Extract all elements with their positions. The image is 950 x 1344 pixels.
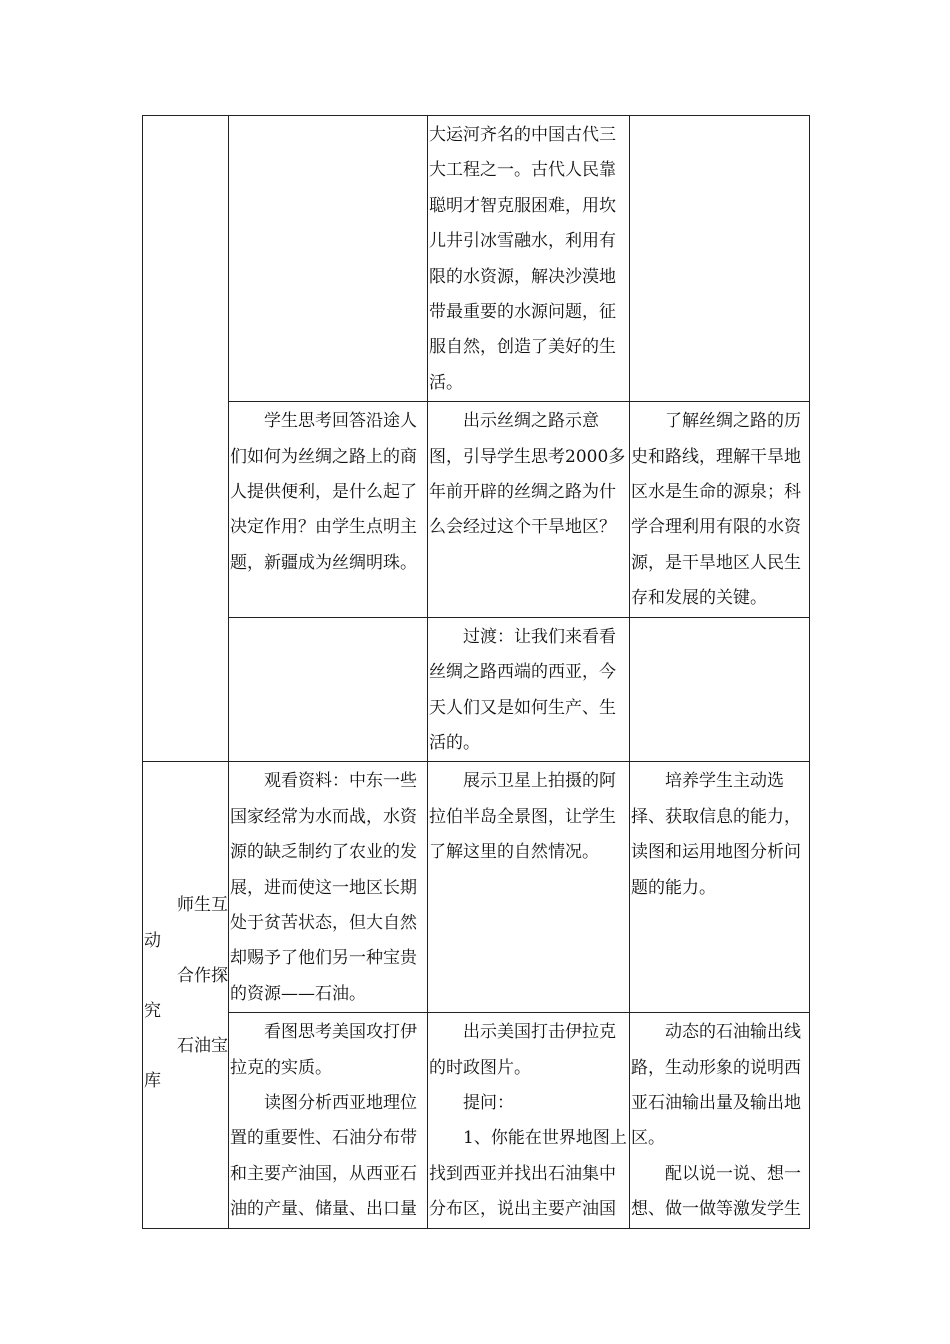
design-intent-cell bbox=[630, 402, 810, 617]
section-label-line: 库 bbox=[144, 1071, 161, 1092]
student-activity-cell bbox=[229, 1013, 428, 1228]
design-intent-cell bbox=[630, 116, 810, 402]
cell-paragraph: 过渡：让我们来看看丝绸之路西端的西亚，今天人们又是如何生产、生活的。 bbox=[429, 626, 616, 753]
cell-paragraph: 读图分析西亚地理位置的重要性、石油分布带和主要产油国，从西亚石油的产量、储量、出口量 bbox=[230, 1092, 417, 1220]
table-row bbox=[143, 116, 810, 402]
cell-paragraph: 展示卫星上拍摄的阿拉伯半岛全景图，让学生了解这里的自然情况。 bbox=[429, 771, 616, 863]
student-activity-cell bbox=[229, 402, 428, 617]
lesson-plan-table bbox=[142, 115, 810, 1229]
cell-paragraph: 观看资料：中东一些国家经常为水而战，水资源的缺乏制约了农业的发展，进而使这一地区长期处于贫苦状态，但大自然却赐予了他们另一种宝贵的资源——石油。 bbox=[230, 771, 417, 1004]
table-row bbox=[143, 402, 810, 617]
section-label-line: 究 bbox=[144, 1001, 161, 1022]
student-activity-cell bbox=[229, 762, 428, 1013]
cell-paragraph: 了解丝绸之路的历史和路线，理解干旱地区水是生命的源泉；科学合理利用有限的水资源，是干旱地区人民生存和发展的关键。 bbox=[631, 411, 801, 609]
section-label-line: 师生互 bbox=[177, 895, 228, 916]
cell-paragraph: 1、你能在世界地图上找到西亚并找出石油集中分布区，说出主要产油国 bbox=[429, 1128, 627, 1220]
design-intent-cell bbox=[630, 762, 810, 1013]
cell-paragraph: 出示美国打击伊拉克的时政图片。 bbox=[429, 1022, 616, 1078]
design-intent-cell bbox=[630, 617, 810, 762]
cell-paragraph: 学生思考回答沿途人们如何为丝绸之路上的商人提供便利，是什么起了决定作用？由学生点明主题，新疆成为丝绸明珠。 bbox=[230, 411, 417, 573]
design-intent-cell bbox=[630, 1013, 810, 1228]
cell-paragraph: 配以说一说、想一想、做一做等激发学生 bbox=[631, 1163, 801, 1220]
section-cell-empty bbox=[143, 116, 229, 762]
cell-paragraph: 动态的石油输出线路，生动形象的说明西亚石油输出量及输出地区。 bbox=[631, 1022, 801, 1149]
cell-paragraph: 看图思考美国攻打伊拉克的实质。 bbox=[230, 1022, 417, 1078]
teacher-activity-cell bbox=[428, 617, 630, 762]
table-row bbox=[143, 617, 810, 762]
cell-paragraph: 出示丝绸之路示意图，引导学生思考2000多年前开辟的丝绸之路为什么会经过这个干旱地区？ bbox=[429, 411, 626, 538]
teacher-activity-cell bbox=[428, 1013, 630, 1228]
table-row bbox=[143, 762, 810, 1013]
section-label-line: 合作探 bbox=[177, 966, 228, 987]
cell-paragraph: 提问： bbox=[463, 1092, 514, 1113]
section-label-cell bbox=[143, 762, 229, 1228]
teacher-activity-cell bbox=[428, 762, 630, 1013]
student-activity-cell bbox=[229, 617, 428, 762]
section-label-line: 动 bbox=[144, 931, 161, 952]
teacher-activity-cell bbox=[428, 116, 630, 402]
cell-paragraph: 培养学生主动选择、获取信息的能力，读图和运用地图分析问题的能力。 bbox=[631, 771, 801, 898]
table-row bbox=[143, 1013, 810, 1228]
student-activity-cell bbox=[229, 116, 428, 402]
teacher-activity-cell bbox=[428, 402, 630, 617]
section-label-line: 石油宝 bbox=[177, 1036, 228, 1057]
cell-paragraph: 大运河齐名的中国古代三大工程之一。古代人民靠聪明才智克服困难，用坎儿井引冰雪融水，利用有限的水资源，解决沙漠地带最重要的水源问题，征服自然，创造了美好的生活。 bbox=[429, 125, 616, 393]
